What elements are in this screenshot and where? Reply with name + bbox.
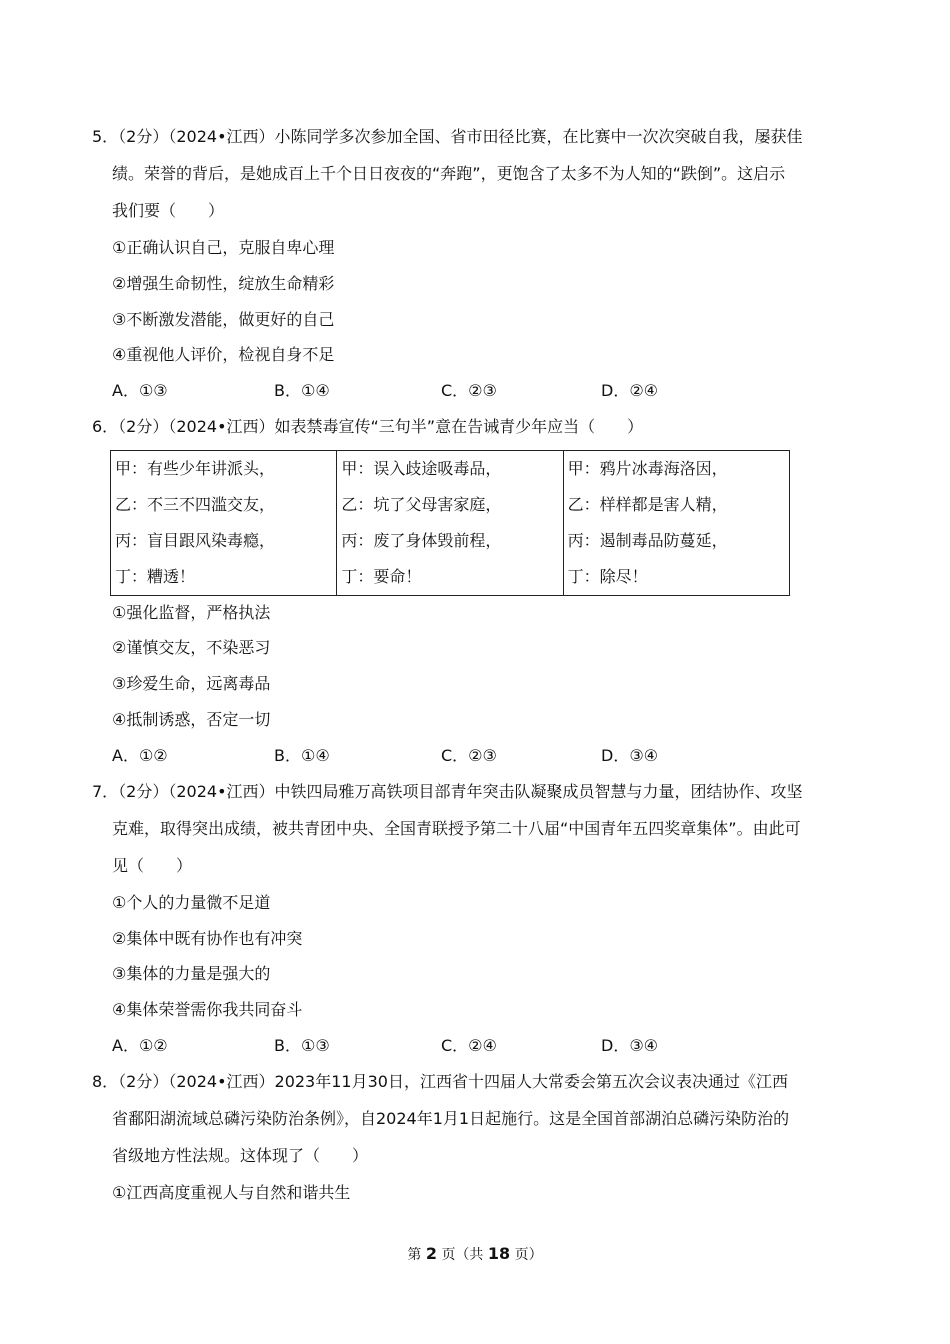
question-5-line-2: 绩。荣誉的背后，是她成百上千个日日夜夜的“奔跑”，更饱含了太多不为人知的“跌倒”。这启示	[112, 164, 786, 183]
footer-suffix: 页）	[514, 1247, 543, 1263]
q5-choice-a[interactable]: A．①③	[112, 381, 168, 400]
q7-option-1: ①个人的力量微不足道	[112, 893, 271, 912]
q6-choice-d[interactable]: D．③④	[601, 746, 659, 765]
q6-choice-a[interactable]: A．①②	[112, 746, 168, 765]
q6-option-1: ①强化监督，严格执法	[112, 603, 271, 622]
q5-choice-c[interactable]: C．②③	[441, 381, 497, 400]
q7-choice-b[interactable]: B．①③	[274, 1036, 330, 1055]
q6-option-4: ④抵制诱惑，否定一切	[112, 710, 271, 729]
table-cell-2	[337, 451, 563, 596]
question-8-line-3: 省级地方性法规。这体现了（ ）	[112, 1146, 369, 1165]
q7-option-4: ④集体荣誉需你我共同奋斗	[112, 1000, 303, 1019]
q6-option-2: ②谨慎交友，不染恶习	[112, 638, 271, 657]
table-line: 丙：盲目跟风染毒瘾，	[115, 531, 276, 550]
page-total: 18	[487, 1244, 511, 1263]
q5-choice-d[interactable]: D．②④	[601, 381, 659, 400]
q8-option-1: ①江西高度重视人与自然和谐共生	[112, 1183, 351, 1202]
table-line: 丙：遏制毒品防蔓延，	[567, 531, 728, 550]
question-7-line-3: 见（ ）	[112, 856, 193, 875]
q5-option-1: ①正确认识自己，克服自卑心理	[112, 238, 335, 257]
question-8-line-1: 8．（2分）（2024•江西）2023年11月30日，江西省十四届人大常委会第五次会议表决通过《江西	[92, 1072, 788, 1091]
question-8-line-2: 省鄱阳湖流域总磷污染防治条例》，自2024年1月1日起施行。这是全国首部湖泊总磷污染防治的	[112, 1109, 790, 1128]
q5-option-2: ②增强生命韧性，绽放生命精彩	[112, 274, 335, 293]
q7-choice-d[interactable]: D．③④	[601, 1036, 659, 1055]
table-line: 乙：坑了父母害家庭，	[341, 495, 502, 514]
table-line: 丁：除尽！	[567, 567, 648, 586]
anti-drug-table	[110, 450, 790, 596]
page-number: 2	[425, 1244, 437, 1263]
table-line: 甲：鸦片冰毒海洛因，	[567, 459, 728, 478]
table-line: 丁：要命！	[341, 567, 422, 586]
table-line: 丁：糟透！	[115, 567, 196, 586]
question-7-line-1: 7．（2分）（2024•江西）中铁四局雅万高铁项目部青年突击队凝聚成员智慧与力量，团结协作、攻坚	[92, 782, 803, 801]
table-line: 甲：有些少年讲派头，	[115, 459, 276, 478]
page-footer	[0, 1244, 950, 1265]
q6-choice-c[interactable]: C．②③	[441, 746, 497, 765]
table-cell-3	[563, 451, 789, 596]
q7-option-2: ②集体中既有协作也有冲突	[112, 929, 303, 948]
q5-option-3: ③不断激发潜能，做更好的自己	[112, 310, 335, 329]
question-5-line-1: 5．（2分）（2024•江西）小陈同学多次参加全国、省市田径比赛，在比赛中一次次突破自我，屡获佳	[92, 127, 803, 146]
table-row	[111, 451, 790, 596]
question-6-line-1: 6．（2分）（2024•江西）如表禁毒宣传“三句半”意在告诫青少年应当（ ）	[92, 417, 644, 436]
question-7-line-2: 克难，取得突出成绩，被共青团中央、全国青联授予第二十八届“中国青年五四奖章集体”。由此可	[112, 819, 801, 838]
q7-choice-c[interactable]: C．②④	[441, 1036, 497, 1055]
question-5-line-3: 我们要（ ）	[112, 201, 225, 220]
footer-prefix: 第	[407, 1247, 422, 1263]
table-cell-1	[111, 451, 337, 596]
q6-option-3: ③珍爱生命，远离毒品	[112, 674, 271, 693]
table-line: 甲：误入歧途吸毒品，	[341, 459, 502, 478]
table-line: 乙：样样都是害人精，	[567, 495, 728, 514]
footer-middle: 页（共	[441, 1247, 484, 1263]
table-line: 乙：不三不四滥交友，	[115, 495, 276, 514]
q7-option-3: ③集体的力量是强大的	[112, 964, 271, 983]
q7-choice-a[interactable]: A．①②	[112, 1036, 168, 1055]
q6-choice-b[interactable]: B．①④	[274, 746, 330, 765]
table-line: 丙：废了身体毁前程，	[341, 531, 502, 550]
q5-option-4: ④重视他人评价，检视自身不足	[112, 345, 335, 364]
q5-choice-b[interactable]: B．①④	[274, 381, 330, 400]
